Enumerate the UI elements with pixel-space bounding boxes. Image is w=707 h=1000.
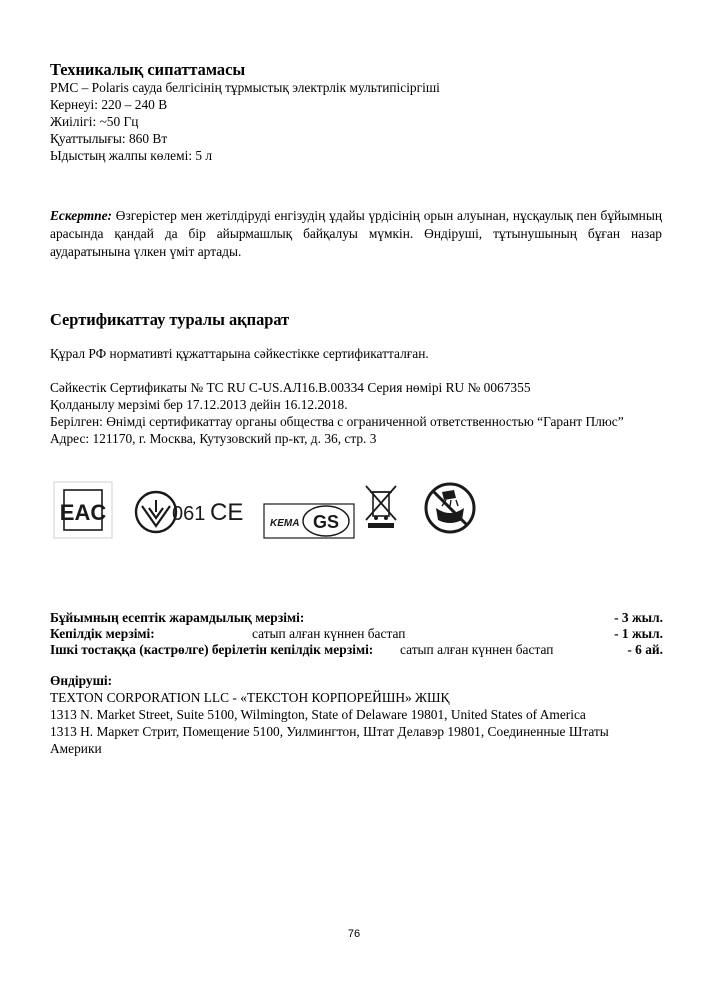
tech-line-product: PMC – Polaris сауда белгісінің тұрмыстық электрлік мультипісіргіші	[50, 80, 440, 95]
note-paragraph	[50, 207, 662, 261]
gs-text: GS	[312, 512, 340, 532]
weee-bin-icon	[366, 486, 396, 528]
cert-line-certificate: Сәйкестік Сертификаты № ТС RU C-US.АЛ16.В.00334 Серия нөмірі RU № 0067355	[50, 380, 531, 395]
manufacturer-address-ru: 1313 Н. Маркет Стрит, Помещение 5100, Уилмингтон, Штат Делавэр 19801, Соединенные Штаты	[50, 724, 609, 739]
tech-heading: Техникалық сипаттамасы	[50, 60, 246, 79]
shelf-life-value: - 3 жыл.	[614, 610, 663, 625]
cert-heading: Сертификаттау туралы ақпарат	[50, 310, 290, 329]
cert-line-validity: Қолданылу мерзімі бер 17.12.2013 дейін 16.12.2018.	[50, 397, 348, 412]
tech-line-volume: Ыдыстың жалпы көлемі: 5 л	[50, 148, 213, 163]
tech-line-voltage: Кернеуі: 220 – 240 В	[50, 97, 168, 112]
bowl-warranty-start-text: сатып алған күннен бастап	[400, 642, 554, 657]
bowl-warranty-value: - 6 ай.	[627, 642, 663, 657]
shelf-life-label: Бұйымның есептік жарамдылық мерзімі:	[50, 610, 305, 625]
no-immersion-icon	[426, 484, 474, 532]
kema-gs-mark-icon	[264, 504, 354, 538]
page-number: 76	[347, 928, 361, 940]
eac-mark-icon	[54, 482, 112, 538]
conformity-code-text: 061	[172, 503, 206, 525]
conformity-mark-icon	[136, 492, 176, 532]
bowl-warranty-label: Ішкі тостаққа (кастрөлге) берілетін кепілдік мерзімі:	[50, 642, 374, 657]
manufacturer-heading: Өндіруші:	[50, 673, 113, 688]
cert-line-address: Адрес: 121170, г. Москва, Кутузовский пр-кт, д. 36, стр. 3	[50, 431, 377, 446]
warranty-value: - 1 жыл.	[614, 626, 663, 641]
ce-text: CE	[210, 499, 244, 526]
manufacturer-address-en: 1313 N. Market Street, Suite 5100, Wilmington, State of Delaware 19801, United States of America	[50, 707, 586, 722]
eac-text: EAC	[59, 500, 107, 525]
ce-mark-icon	[210, 499, 243, 526]
note-label: Ескертпе:	[50, 208, 112, 223]
cert-line-compliance: Құрал РФ нормативті құжаттарына сәйкестікке сертификатталған.	[50, 346, 429, 361]
certification-logos	[50, 478, 670, 548]
kema-text: KEMA	[270, 518, 300, 529]
manufacturer-address-ru-cont: Америки	[50, 741, 102, 756]
warranty-start-text: сатып алған күннен бастап	[252, 626, 406, 641]
note-text: Өзгерістер мен жетілдіруді енгізудің ұдайы үрдісінің орын алуынан, нұсқаулық пен бұйымның арасында қандай да бір айырмашлық байқалуы мүмкін. Өндіруші, тұтынушының бұған назар аударатынына үлкен үміт артады.	[50, 208, 662, 259]
warranty-label: Кепілдік мерзімі:	[50, 626, 155, 641]
tech-line-frequency: Жиілігі: ~50 Гц	[50, 114, 139, 129]
manufacturer-name: TEXTON CORPORATION LLC - «ТЕКСТОН КОРПОРЕЙШН» ЖШҚ	[50, 690, 450, 705]
tech-line-power: Қуаттылығы: 860 Вт	[50, 131, 168, 146]
cert-line-issuer: Берілген: Өнімді сертификаттау органы общества с ограниченной ответственностью “Гарант Плюс”	[50, 414, 624, 429]
